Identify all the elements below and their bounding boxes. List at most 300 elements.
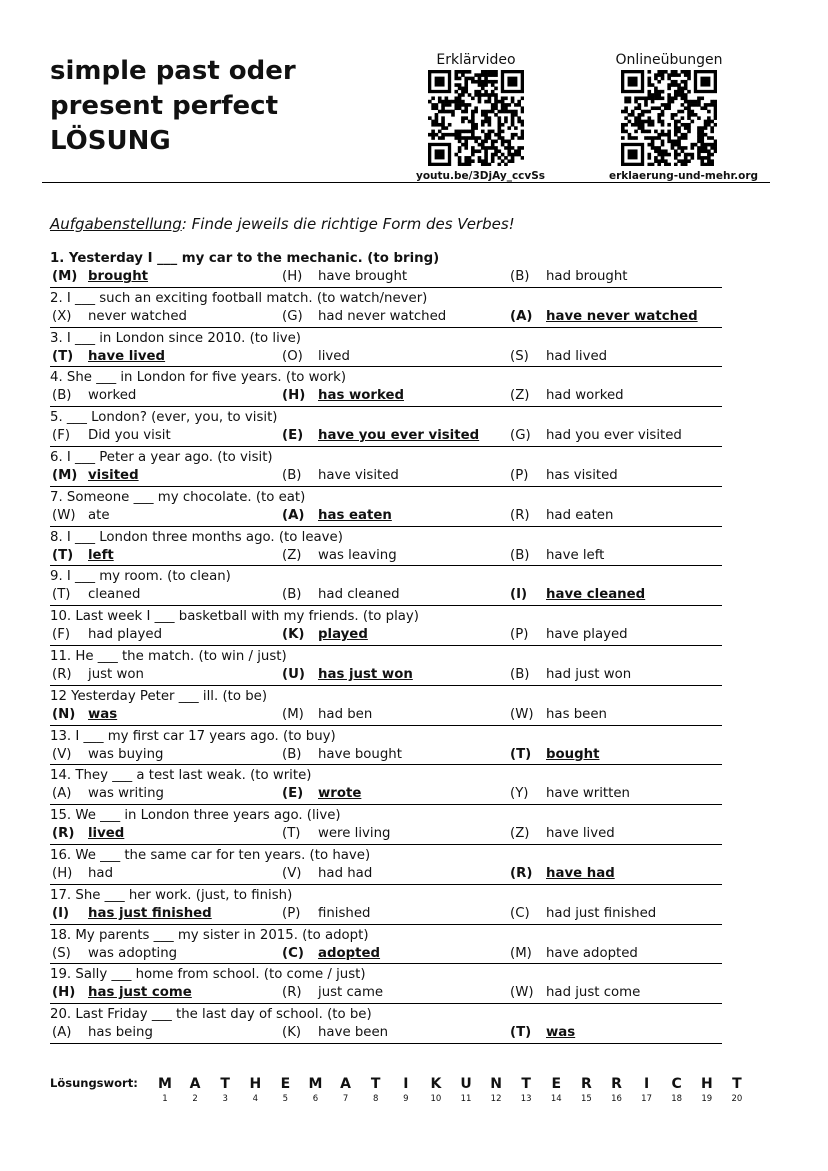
option-letter: (Z) (282, 547, 302, 563)
question-text: 11. He ___ the match. (to win / just) (50, 648, 287, 664)
solution-number: 16 (611, 1094, 622, 1104)
option-letter: (G) (282, 308, 303, 324)
option-letter: (Y) (510, 786, 529, 802)
option-letter: (P) (510, 627, 529, 643)
solution-letter: E (551, 1076, 562, 1092)
option-letter: (T) (52, 348, 74, 364)
option-letter: (C) (282, 945, 304, 961)
answer-options (50, 984, 722, 1002)
question-item (50, 407, 722, 447)
answer-option (52, 308, 187, 326)
option-text: has worked (318, 388, 404, 404)
answer-option (282, 706, 372, 724)
question-item (50, 964, 722, 1004)
option-letter: (A) (510, 308, 533, 324)
option-letter: (T) (52, 587, 71, 603)
question-text: 14. They ___ a test last weak. (to write) (50, 768, 312, 784)
correct-answer-option (52, 348, 165, 366)
solution-number: 17 (641, 1094, 652, 1104)
option-text: has just come (88, 985, 192, 1001)
option-letter: (H) (282, 388, 306, 404)
option-text: had you ever visited (546, 428, 682, 444)
question-item (50, 646, 722, 686)
answer-option (510, 387, 624, 405)
question-item (50, 765, 722, 805)
option-text: had (88, 865, 114, 881)
answer-options (50, 586, 722, 604)
solution-cell (692, 1075, 722, 1105)
answer-option (510, 427, 682, 445)
solution-cell (391, 1075, 421, 1105)
option-text: worked (88, 388, 137, 404)
option-text: were living (318, 826, 391, 842)
answer-options (50, 308, 722, 326)
answer-option (52, 507, 110, 525)
answer-options (50, 387, 722, 405)
option-text: have written (546, 786, 630, 802)
option-text: left (88, 547, 114, 563)
answer-option (282, 746, 402, 764)
video-label: Erklärvideo (436, 52, 516, 68)
solution-number: 7 (342, 1094, 349, 1104)
answer-option (510, 706, 607, 724)
question-item (50, 566, 722, 606)
answer-option (510, 467, 618, 485)
option-text: has eaten (318, 507, 392, 523)
solution-number: 20 (731, 1094, 743, 1104)
option-letter: (R) (510, 865, 533, 881)
correct-answer-option (510, 746, 599, 764)
option-text: was buying (88, 746, 164, 762)
option-text: had just won (546, 666, 632, 682)
answer-option (510, 268, 628, 286)
solution-letter: U (460, 1076, 472, 1092)
solution-letter: H (700, 1076, 713, 1092)
question-text: 5. ___ London? (ever, you, to visit) (50, 410, 278, 426)
solution-number: 8 (372, 1094, 379, 1104)
option-letter: (M) (282, 706, 304, 722)
online-qr-code-icon[interactable] (621, 70, 717, 166)
option-letter: (S) (510, 348, 529, 364)
option-text: have cleaned (546, 587, 646, 603)
task-text: : Finde jeweils die richtige Form des Verbes! (181, 215, 515, 233)
correct-answer-option (282, 387, 404, 405)
question-item (50, 1004, 722, 1044)
solution-letter: T (732, 1076, 742, 1092)
answer-option (282, 1024, 388, 1042)
option-text: adopted (318, 945, 381, 961)
option-text: was adopting (88, 945, 178, 961)
title-line-1: simple past oder (50, 56, 296, 86)
answer-options (50, 865, 722, 883)
answer-option (282, 308, 446, 326)
answer-options (50, 706, 722, 724)
correct-answer-option (282, 507, 392, 525)
solution-number: 6 (312, 1094, 319, 1104)
option-text: had cleaned (318, 587, 400, 603)
question-item (50, 606, 722, 646)
solution-letter: R (581, 1076, 592, 1092)
solution-cell (361, 1075, 391, 1105)
solution-label: Lösungswort: (50, 1076, 138, 1090)
option-letter: (F) (52, 627, 71, 643)
option-text: just came (318, 985, 384, 1001)
option-text: has just won (318, 666, 413, 682)
option-letter: (W) (52, 507, 76, 523)
answer-option (510, 666, 631, 684)
answer-options (50, 1024, 722, 1042)
option-letter: (T) (510, 1025, 532, 1041)
option-text: cleaned (88, 587, 141, 603)
question-text: 1. Yesterday I ___ my car to the mechanic. (to bring) (50, 251, 440, 266)
solution-letter: M (158, 1076, 172, 1092)
question-item (50, 726, 722, 766)
option-text: never watched (88, 308, 187, 324)
solution-letter: A (340, 1076, 352, 1092)
question-item (50, 288, 722, 328)
question-item (50, 805, 722, 845)
option-text: have visited (318, 467, 399, 483)
solution-letter: E (280, 1076, 291, 1092)
question-text: 2. I ___ such an exciting football match. (to watch/never) (50, 290, 428, 306)
header-divider (42, 182, 770, 183)
option-text: was leaving (318, 547, 397, 563)
answer-option (52, 1024, 153, 1042)
option-text: has been (546, 706, 607, 722)
option-letter: (I) (510, 587, 528, 603)
solution-number: 5 (282, 1094, 289, 1104)
option-text: finished (318, 905, 371, 921)
page-title (50, 54, 296, 159)
task-prefix: Aufgabenstellung (50, 215, 182, 233)
option-letter: (S) (52, 945, 71, 961)
option-text: had just finished (546, 905, 657, 921)
answer-option (52, 865, 113, 883)
option-text: bought (546, 746, 600, 762)
online-qr-block[interactable] (609, 52, 759, 182)
question-item (50, 447, 722, 487)
solution-cell (511, 1075, 541, 1105)
answer-option (52, 746, 163, 764)
option-letter: (T) (52, 547, 74, 563)
option-letter: (A) (52, 786, 72, 802)
option-letter: (T) (282, 826, 301, 842)
solution-cell (301, 1075, 331, 1105)
solution-cell (632, 1075, 662, 1105)
question-text: 19. Sally ___ home from school. (to come / just) (50, 967, 366, 983)
option-text: had lived (546, 348, 608, 364)
answer-option (510, 626, 628, 644)
option-text: lived (318, 348, 350, 364)
option-text: have had (546, 865, 615, 881)
option-letter: (B) (282, 746, 302, 762)
option-text: had worked (546, 388, 624, 404)
option-letter: (B) (510, 269, 530, 284)
answer-option (282, 348, 350, 366)
answer-option (52, 387, 136, 405)
option-text: have adopted (546, 945, 638, 961)
option-text: had played (88, 627, 163, 643)
option-text: wrote (318, 786, 362, 802)
option-text: was (88, 706, 118, 722)
solution-letter: I (403, 1076, 409, 1092)
option-text: have brought (318, 269, 408, 284)
option-text: had brought (546, 269, 628, 284)
correct-answer-option (52, 984, 192, 1002)
option-text: has being (88, 1025, 153, 1041)
solution-number: 4 (252, 1094, 258, 1104)
option-letter: (B) (52, 388, 72, 404)
answer-option (510, 348, 607, 366)
solution-letter: M (308, 1076, 323, 1092)
question-item (50, 527, 722, 567)
answer-options (50, 547, 722, 565)
solution-number: 10 (430, 1094, 442, 1104)
solution-letter: K (430, 1076, 442, 1092)
option-letter: (W) (510, 985, 534, 1001)
answer-option (510, 984, 640, 1002)
answer-option (282, 467, 399, 485)
solution-number: 9 (403, 1094, 409, 1104)
option-letter: (T) (510, 746, 532, 762)
answer-options (50, 825, 722, 843)
question-text: 6. I ___ Peter a year ago. (to visit) (50, 449, 273, 465)
answer-option (510, 905, 656, 923)
answer-options (50, 507, 722, 525)
answer-option (510, 825, 615, 843)
question-item (50, 925, 722, 965)
option-text: played (318, 627, 368, 643)
question-item (50, 487, 722, 527)
answer-option (52, 626, 162, 644)
question-item (50, 328, 722, 368)
option-text: had never watched (318, 308, 447, 324)
option-letter: (R) (282, 985, 302, 1001)
option-text: had had (318, 865, 373, 881)
option-text: visited (88, 467, 139, 483)
video-qr-block[interactable] (416, 52, 546, 182)
correct-answer-option (510, 308, 698, 326)
option-letter: (Z) (510, 826, 530, 842)
solution-number: 2 (192, 1094, 198, 1104)
question-text: 16. We ___ the same car for ten years. (to have) (50, 847, 371, 863)
solution-cell (571, 1075, 601, 1105)
option-text: have you ever visited (318, 428, 480, 444)
answer-option (510, 547, 604, 565)
correct-answer-option (282, 427, 479, 445)
answer-options (50, 666, 722, 684)
question-item (50, 686, 722, 726)
correct-answer-option (510, 1024, 575, 1042)
question-item (50, 845, 722, 885)
question-text: 18. My parents ___ my sister in 2015. (to adopt) (50, 927, 369, 943)
solution-cell (722, 1075, 752, 1105)
option-text: have left (546, 547, 605, 563)
option-text: has visited (546, 467, 618, 483)
option-letter: (F) (52, 428, 71, 444)
option-text: had eaten (546, 507, 614, 523)
question-item (50, 885, 722, 925)
solution-cell (150, 1075, 180, 1105)
option-letter: (X) (52, 308, 72, 324)
option-text: lived (88, 826, 125, 842)
option-letter: (O) (282, 348, 303, 364)
title-line-2: present perfect (50, 91, 279, 121)
answer-option (52, 666, 144, 684)
option-letter: (B) (282, 467, 302, 483)
option-letter: (K) (282, 1025, 302, 1041)
correct-answer-option (52, 905, 212, 923)
option-letter: (E) (282, 786, 304, 802)
option-text: just won (88, 666, 144, 682)
solution-letter: R (611, 1076, 622, 1092)
option-text: have never watched (546, 308, 698, 324)
option-letter: (H) (52, 985, 76, 1001)
question-text: 12 Yesterday Peter ___ ill. (to be) (50, 688, 268, 704)
answer-options (50, 626, 722, 644)
answer-options (50, 945, 722, 963)
solution-letter: T (220, 1076, 230, 1092)
solution-letter: N (490, 1076, 502, 1092)
answer-option (282, 984, 383, 1002)
correct-answer-option (52, 547, 114, 565)
solution-letter: T (521, 1076, 531, 1092)
video-url[interactable]: youtu.be/3DjAy_ccvSs (416, 170, 546, 182)
option-text: was writing (88, 786, 164, 802)
question-text: 7. Someone ___ my chocolate. (to eat) (50, 489, 306, 505)
correct-answer-option (510, 865, 615, 883)
option-text: have played (546, 627, 628, 643)
answer-options (50, 268, 722, 286)
answer-option (282, 865, 372, 883)
option-letter: (V) (282, 865, 302, 881)
solution-cell (210, 1075, 240, 1105)
option-letter: (V) (52, 746, 72, 762)
question-text: 13. I ___ my first car 17 years ago. (to buy) (50, 728, 336, 744)
option-text: have lived (546, 826, 615, 842)
option-text: have lived (88, 348, 166, 364)
answer-option (282, 268, 407, 286)
option-text: brought (88, 269, 149, 284)
option-letter: (H) (52, 865, 73, 881)
answer-options (50, 348, 722, 366)
question-list (50, 248, 722, 1044)
question-text: 9. I ___ my room. (to clean) (50, 569, 231, 585)
solution-cell (180, 1075, 210, 1105)
question-text: 15. We ___ in London three years ago. (live) (50, 808, 341, 824)
question-text: 10. Last week I ___ basketball with my friends. (to play) (50, 609, 419, 625)
solution-cell (421, 1075, 451, 1105)
solution-number: 18 (671, 1094, 683, 1104)
correct-answer-option (282, 945, 380, 963)
option-letter: (W) (510, 706, 534, 722)
option-letter: (P) (282, 905, 301, 921)
option-letter: (R) (52, 666, 72, 682)
option-letter: (R) (510, 507, 530, 523)
question-text: 8. I ___ London three months ago. (to leave) (50, 529, 343, 545)
solution-cell (662, 1075, 692, 1105)
answer-option (52, 586, 140, 604)
solution-letter: C (671, 1076, 682, 1092)
solution-letter: H (249, 1076, 262, 1092)
correct-answer-option (282, 785, 361, 803)
solution-letter: I (643, 1076, 650, 1092)
option-text: Did you visit (88, 428, 171, 444)
option-letter: (M) (52, 467, 78, 483)
option-letter: (P) (510, 467, 529, 483)
online-url[interactable]: erklaerung-und-mehr.org (609, 170, 759, 182)
option-letter: (B) (282, 587, 302, 603)
answer-options (50, 785, 722, 803)
correct-answer-option (510, 586, 645, 604)
solution-cell (331, 1075, 361, 1105)
online-label: Onlineübungen (615, 52, 723, 68)
option-letter: (A) (282, 507, 305, 523)
question-item (50, 367, 722, 407)
solution-cell (240, 1075, 270, 1105)
question-text: 3. I ___ in London since 2010. (to live) (50, 330, 301, 346)
option-text: have been (318, 1025, 389, 1041)
solution-cell (270, 1075, 300, 1105)
answer-option (52, 785, 164, 803)
solution-letter: A (189, 1076, 201, 1092)
answer-option (52, 945, 177, 963)
solution-number: 11 (460, 1094, 472, 1104)
solution-cell (451, 1075, 481, 1105)
answer-options (50, 467, 722, 485)
option-letter: (K) (282, 627, 305, 643)
answer-option (282, 547, 397, 565)
solution-number: 13 (520, 1094, 532, 1104)
answer-option (282, 905, 370, 923)
solution-number: 1 (162, 1094, 168, 1104)
answer-option (52, 427, 171, 445)
task-instruction (50, 215, 515, 233)
question-text: 4. She ___ in London for five years. (to work) (50, 370, 347, 386)
answer-options (50, 746, 722, 764)
option-text: have bought (318, 746, 402, 762)
option-text: had ben (318, 706, 373, 722)
correct-answer-option (52, 467, 139, 485)
option-letter: (N) (52, 706, 76, 722)
solution-number: 19 (701, 1094, 713, 1104)
option-text: was (546, 1025, 576, 1041)
option-letter: (R) (52, 826, 75, 842)
option-letter: (M) (510, 945, 532, 961)
solution-number: 3 (222, 1094, 228, 1104)
option-letter: (M) (52, 269, 78, 284)
answer-option (510, 945, 638, 963)
option-letter: (Z) (510, 388, 530, 404)
option-text: ate (88, 507, 110, 523)
option-letter: (H) (282, 269, 303, 284)
solution-number: 14 (550, 1094, 562, 1104)
question-item (50, 248, 722, 288)
option-letter: (B) (510, 547, 530, 563)
answer-options (50, 905, 722, 923)
correct-answer-option (282, 626, 368, 644)
solution-cell (541, 1075, 571, 1105)
solution-cell (481, 1075, 511, 1105)
option-text: had just come (546, 985, 641, 1001)
solution-number: 12 (490, 1094, 502, 1104)
answer-option (510, 785, 630, 803)
answer-option (510, 507, 613, 525)
correct-answer-option (52, 706, 117, 724)
solution-cell (602, 1075, 632, 1105)
answer-options (50, 427, 722, 445)
video-qr-code-icon[interactable] (428, 70, 524, 166)
